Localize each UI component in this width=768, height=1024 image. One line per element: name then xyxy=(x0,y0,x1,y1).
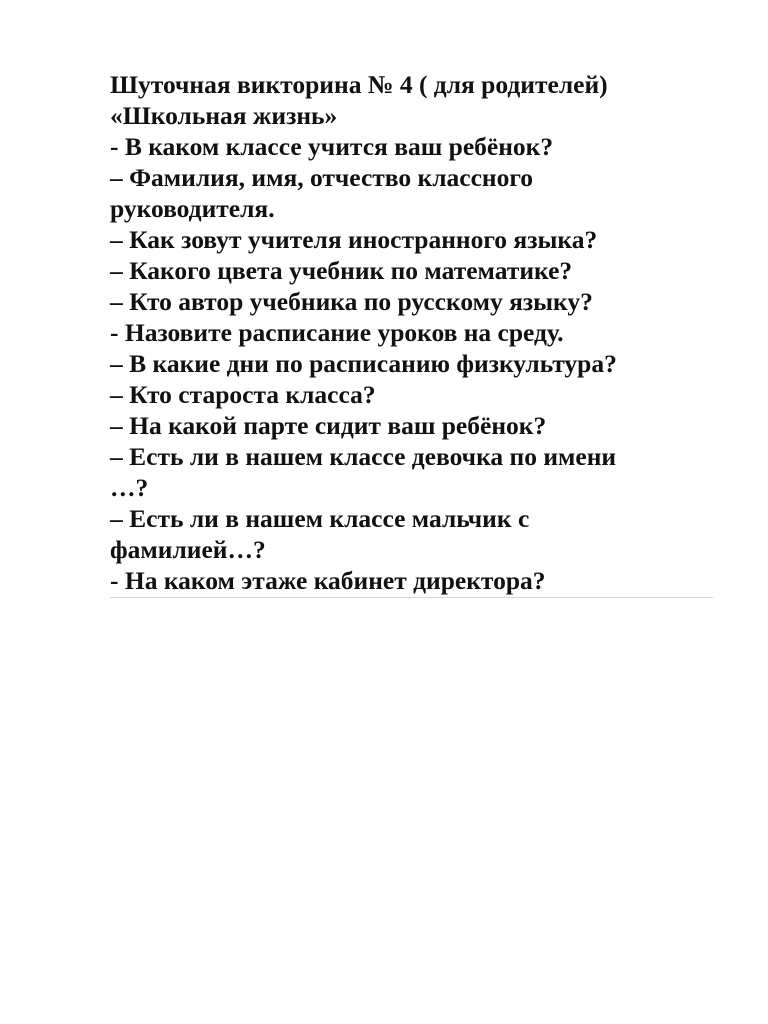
question-line: – Есть ли в нашем классе мальчик с xyxy=(110,504,530,533)
quiz-subtitle: «Школьная жизнь» xyxy=(110,101,338,130)
question-line: – Фамилия, имя, отчество классного xyxy=(110,163,534,192)
horizontal-divider xyxy=(110,597,713,598)
question-line: руководителя. xyxy=(110,194,275,223)
question-line: – Кто автор учебника по русскому языку? xyxy=(110,287,593,316)
quiz-title: Шуточная викторина № 4 ( для родителей) xyxy=(110,70,608,99)
question-line: – На какой парте сидит ваш ребёнок? xyxy=(110,411,547,440)
question-line: – Кто староста класса? xyxy=(110,380,376,409)
question-line: – Есть ли в нашем классе девочка по имени xyxy=(110,442,617,471)
question-line: фамилией…? xyxy=(110,535,266,564)
question-line: – В какие дни по расписанию физкультура? xyxy=(110,349,617,378)
question-line: – Какого цвета учебник по математике? xyxy=(110,256,573,285)
quiz-text xyxy=(110,69,715,596)
question-line: - Назовите расписание уроков на среду. xyxy=(110,318,564,347)
question-line: - На каком этаже кабинет директора? xyxy=(110,566,546,595)
question-line: …? xyxy=(110,473,149,502)
question-line: – Как зовут учителя иностранного языка? xyxy=(110,225,598,254)
question-line: - В каком классе учится ваш ребёнок? xyxy=(110,132,554,161)
